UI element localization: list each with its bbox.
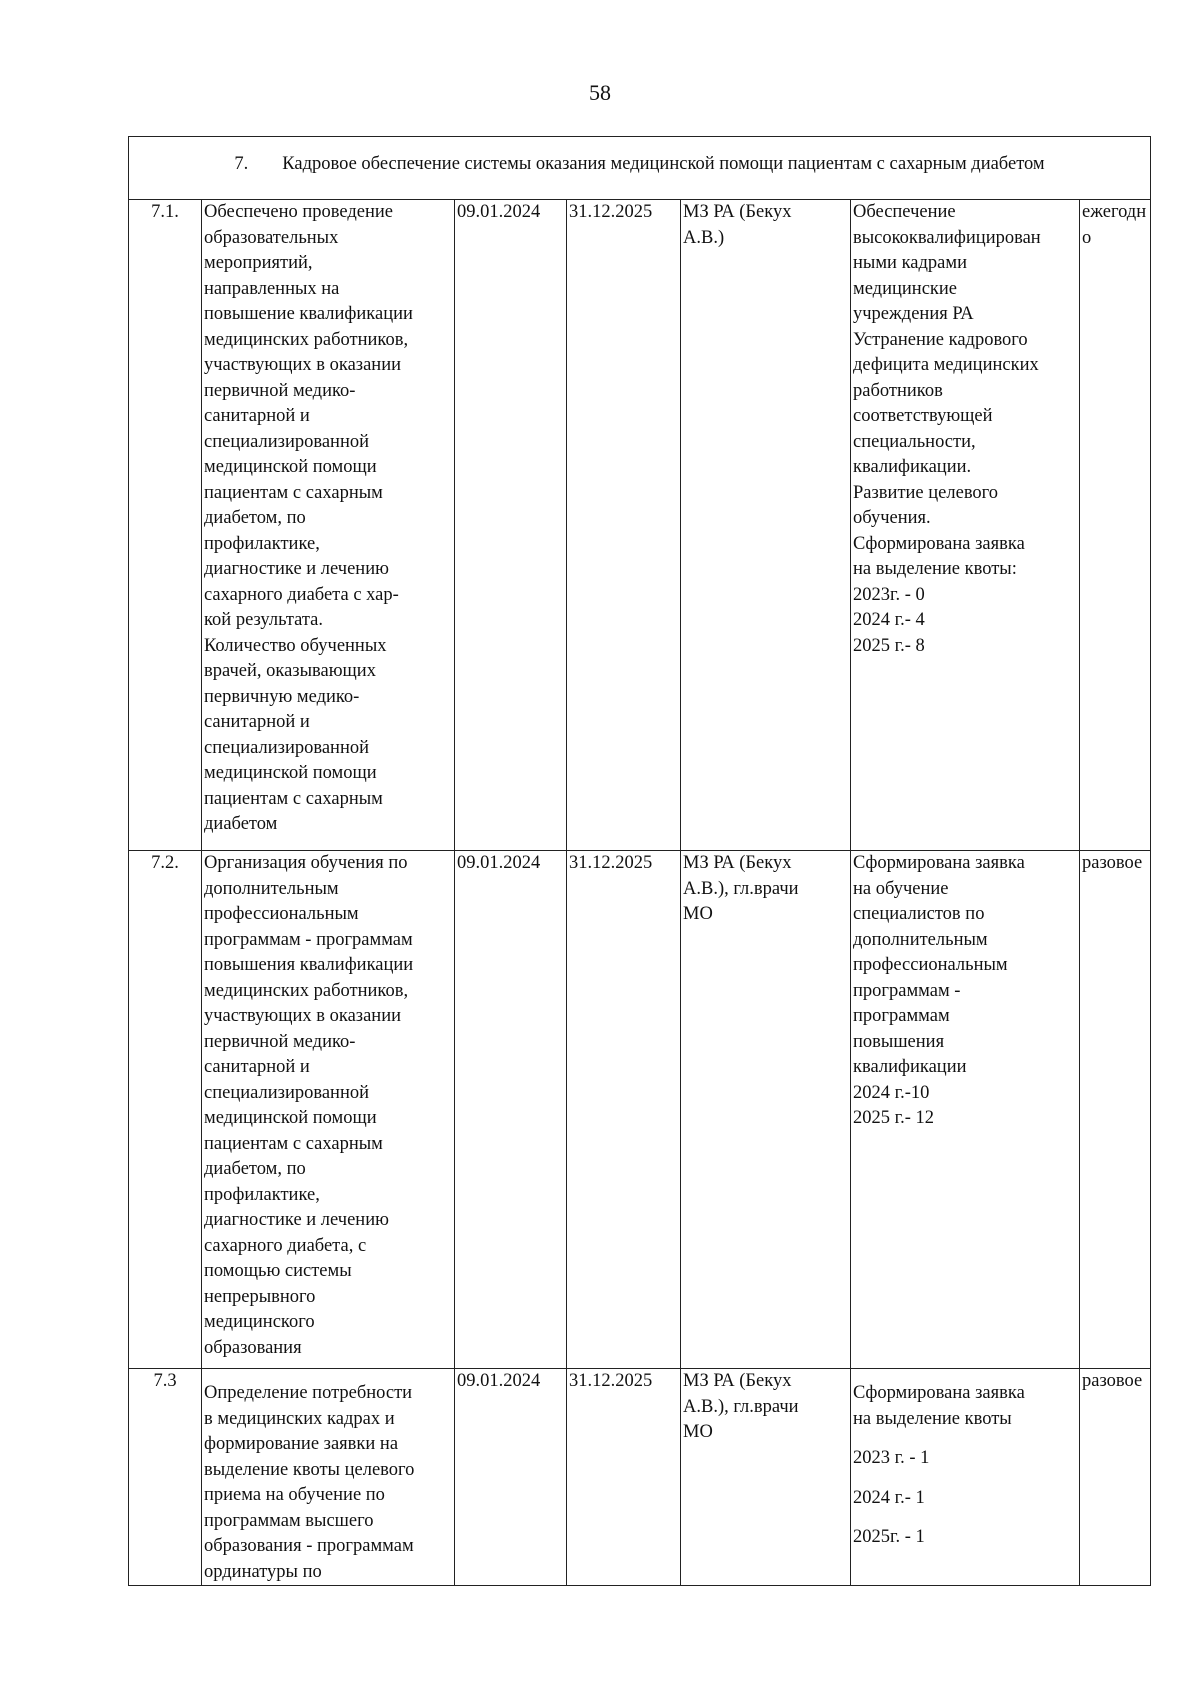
cell-line: медицинских работников, (204, 329, 409, 350)
cell-line: программам высшего (204, 1510, 374, 1531)
cell-line: Развитие целевого (853, 482, 999, 503)
page-number: 58 (589, 80, 611, 105)
row-number: 7.3 (129, 1369, 202, 1586)
cell-line: приема на обучение по (204, 1485, 385, 1505)
cell-line: дополнительным (204, 878, 339, 899)
cell-line: учреждения РА (853, 304, 974, 324)
cell-line: санитарной и (204, 406, 310, 426)
row-start-date: 09.01.2024 (455, 200, 567, 851)
row-result (851, 1369, 1080, 1586)
cell-line: санитарной и (204, 712, 310, 732)
cell-line: специальности, (853, 431, 976, 452)
cell-line: сахарного диабета, с (204, 1235, 367, 1256)
cell-line: специализированной (204, 737, 369, 758)
cell-line: Сформирована заявка (853, 533, 1025, 554)
cell-line: образования - программам (204, 1536, 414, 1556)
cell-line: программам - (853, 980, 961, 1001)
cell-line: профилактике, (204, 533, 320, 554)
cell-line: медицинской помощи (204, 1108, 377, 1128)
cell-line: квалификации (853, 1057, 967, 1077)
cell-line: соответствующей (853, 406, 993, 426)
line-spacer (853, 1472, 1077, 1486)
cell-line: пациентам с сахарным (204, 482, 383, 503)
table-row (129, 1369, 1151, 1586)
cell-line: медицинской помощи (204, 763, 377, 783)
cell-line: профессиональным (853, 955, 1008, 975)
cell-line: в медицинских кадрах и (204, 1408, 395, 1429)
cell-line: дефицита медицинских (853, 355, 1039, 375)
row-description (202, 1369, 455, 1586)
cell-line: программам (853, 1006, 950, 1026)
cell-line: повышения (853, 1031, 945, 1052)
cell-line: 2023 г. - 1 (853, 1448, 930, 1468)
cell-line: диабетом (204, 814, 278, 834)
row-end-date: 31.12.2025 (567, 1369, 681, 1586)
cell-line: МЗ РА (Бекух (683, 853, 792, 873)
row-frequency: разовое (1080, 1369, 1151, 1586)
cell-line: повышения квалификации (204, 955, 414, 975)
cell-line: Организация обучения по (204, 853, 408, 873)
cell-line: медицинские (853, 278, 957, 299)
cell-line: пациентам с сахарным (204, 788, 383, 809)
cell-line: Сформирована заявка (853, 1383, 1025, 1403)
cell-line: МЗ РА (Бекух (683, 1371, 792, 1391)
line-spacer (853, 1432, 1077, 1446)
cell-line: участвующих в оказании (204, 1006, 402, 1026)
row-number: 7.2. (129, 851, 202, 1369)
cell-line: диагностике и лечению (204, 1210, 389, 1230)
cell-line: Сформирована заявка (853, 853, 1025, 873)
cell-line: направленных на (204, 278, 340, 299)
cell-line: 2025г. - 1 (853, 1527, 925, 1547)
section-header-row (129, 137, 1151, 200)
section-number: 7. (234, 154, 249, 174)
cell-line: Определение потребности (204, 1383, 413, 1403)
row-frequency: ежегодно (1080, 200, 1151, 851)
cell-line: образовательных (204, 227, 339, 248)
cell-line: программам - программам (204, 929, 413, 950)
cell-line: Устранение кадрового (853, 329, 1028, 350)
cell-line: А.В.), гл.врачи (683, 1396, 799, 1417)
cell-line: 2023г. - 0 (853, 584, 925, 605)
cell-line: Количество обученных (204, 635, 387, 656)
cell-line: медицинской помощи (204, 457, 377, 477)
table-row (129, 851, 1151, 1369)
cell-line: работников (853, 380, 943, 401)
cell-line: на обучение (853, 878, 949, 899)
row-result (851, 200, 1080, 851)
cell-line: А.В.) (683, 227, 725, 248)
plan-table (128, 136, 1151, 1586)
cell-line: кой результата. (204, 610, 324, 630)
row-responsible (681, 1369, 851, 1586)
cell-line: пациентам с сахарным (204, 1133, 383, 1154)
cell-line: первичной медико- (204, 1031, 356, 1052)
cell-line: участвующих в оказании (204, 355, 402, 375)
cell-line: 2025 г.- 8 (853, 635, 925, 656)
row-end-date: 31.12.2025 (567, 200, 681, 851)
cell-line: непрерывного (204, 1286, 316, 1307)
cell-line: формирование заявки на (204, 1434, 399, 1454)
cell-line: 2024 г.- 4 (853, 610, 925, 630)
cell-line: санитарной и (204, 1057, 310, 1077)
cell-line: обучения. (853, 508, 931, 528)
cell-line: 2024 г.-10 (853, 1082, 930, 1103)
cell-line: на выделение квоты (853, 1408, 1012, 1429)
row-end-date: 31.12.2025 (567, 851, 681, 1369)
row-description (202, 851, 455, 1369)
cell-line: первичную медико- (204, 686, 360, 707)
cell-line: профилактике, (204, 1184, 320, 1205)
cell-line: специализированной (204, 1082, 369, 1103)
cell-line: повышение квалификации (204, 304, 413, 324)
table-row (129, 200, 1151, 851)
cell-line: МО (683, 904, 713, 924)
cell-line: ными кадрами (853, 253, 967, 273)
cell-line: профессиональным (204, 904, 359, 924)
row-result (851, 851, 1080, 1369)
cell-line: диабетом, по (204, 1159, 306, 1179)
cell-line: ординатуры по (204, 1561, 322, 1582)
line-spacer (853, 1511, 1077, 1525)
row-frequency: разовое (1080, 851, 1151, 1369)
cell-line: МЗ РА (Бекух (683, 202, 792, 222)
cell-line: Обеспечено проведение (204, 202, 393, 222)
cell-line: врачей, оказывающих (204, 661, 376, 681)
row-start-date: 09.01.2024 (455, 851, 567, 1369)
cell-line: медицинских работников, (204, 980, 409, 1001)
cell-line: медицинского (204, 1312, 315, 1332)
cell-line: на выделение квоты: (853, 559, 1017, 579)
cell-line: диабетом, по (204, 508, 306, 528)
cell-line: высококвалифицирован (853, 227, 1041, 248)
cell-line: специализированной (204, 431, 369, 452)
cell-line: образования (204, 1337, 302, 1358)
cell-line: 2025 г.- 12 (853, 1108, 935, 1128)
cell-line: сахарного диабета с хар- (204, 584, 399, 605)
row-responsible (681, 851, 851, 1369)
section-title: Кадровое обеспечение системы оказания медицинской помощи пациентам с сахарным диабетом (282, 154, 1045, 174)
cell-line: 2024 г.- 1 (853, 1487, 925, 1508)
row-responsible (681, 200, 851, 851)
cell-line: выделение квоты целевого (204, 1459, 415, 1480)
section-title-cell (129, 137, 1151, 200)
cell-line: дополнительным (853, 929, 988, 950)
cell-line: Обеспечение (853, 202, 956, 222)
cell-line: специалистов по (853, 904, 985, 924)
row-description (202, 200, 455, 851)
cell-line: помощью системы (204, 1261, 352, 1281)
cell-line: мероприятий, (204, 253, 313, 273)
cell-line: первичной медико- (204, 380, 356, 401)
row-start-date: 09.01.2024 (455, 1369, 567, 1586)
cell-line: А.В.), гл.врачи (683, 878, 799, 899)
row-number: 7.1. (129, 200, 202, 851)
cell-line: диагностике и лечению (204, 559, 389, 579)
cell-line: квалификации. (853, 457, 972, 477)
cell-line: МО (683, 1422, 713, 1442)
